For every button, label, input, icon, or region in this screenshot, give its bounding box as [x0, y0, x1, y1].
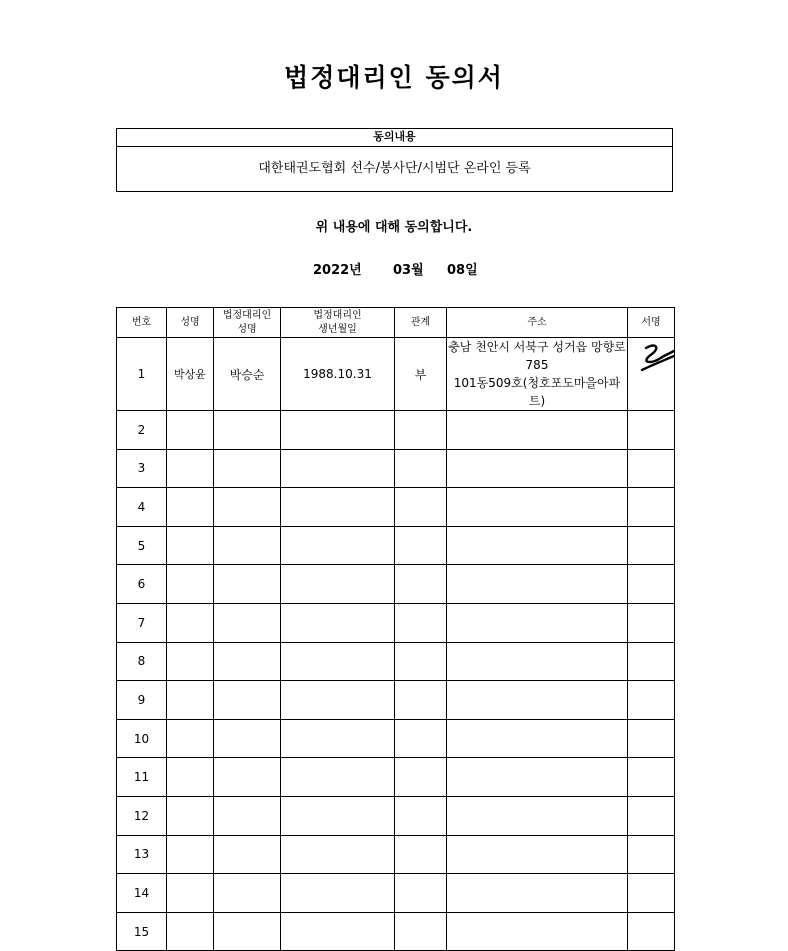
table-row — [117, 835, 675, 874]
row-address — [447, 338, 628, 411]
header-guardian-name-line2: 성명 — [237, 323, 257, 335]
row-number: 6 — [117, 565, 167, 604]
row-name: 박상윤 — [167, 338, 214, 411]
row-address-line2: 101동509호(청호포도마을아파트) — [453, 376, 621, 408]
row-number: 10 — [117, 719, 167, 758]
consent-box — [116, 128, 673, 192]
table-row — [117, 338, 675, 411]
header-address: 주소 — [447, 308, 628, 338]
consent-heading: 동의내용 — [117, 129, 672, 147]
row-address-line1: 충남 천안시 서북구 성거읍 망향로 785 — [448, 340, 626, 372]
header-guardian-birth-line1: 법정대리인 — [313, 309, 362, 321]
table-row — [117, 488, 675, 527]
consent-content: 대한태권도협회 선수/봉사단/시범단 온라인 등록 — [258, 161, 531, 176]
header-relation: 관계 — [395, 308, 447, 338]
row-number: 7 — [117, 603, 167, 642]
row-number: 13 — [117, 835, 167, 874]
header-guardian-birth — [281, 308, 395, 338]
table-row — [117, 642, 675, 681]
row-number: 1 — [117, 338, 167, 411]
row-number: 8 — [117, 642, 167, 681]
table-row — [117, 681, 675, 720]
row-number: 3 — [117, 449, 167, 488]
signature-icon — [634, 340, 675, 374]
table-row — [117, 411, 675, 450]
row-number: 11 — [117, 758, 167, 797]
table-row — [117, 449, 675, 488]
row-number: 4 — [117, 488, 167, 527]
header-guardian-name — [214, 308, 281, 338]
date-year: 2022년 — [313, 263, 362, 278]
table-row — [117, 719, 675, 758]
header-guardian-name-line1: 법정대리인 — [222, 309, 272, 321]
agree-statement: 위 내용에 대해 동의합니다. — [315, 220, 473, 235]
table-row — [117, 912, 675, 951]
row-number: 15 — [117, 912, 167, 951]
header-signature: 서명 — [628, 308, 675, 338]
row-relation: 부 — [395, 338, 447, 411]
header-number: 번호 — [117, 308, 167, 338]
table-row — [117, 796, 675, 835]
header-name: 성명 — [167, 308, 214, 338]
header-guardian-birth-line2: 생년월일 — [318, 323, 357, 335]
row-number: 12 — [117, 796, 167, 835]
row-number: 2 — [117, 411, 167, 450]
table-header-row — [117, 308, 675, 338]
row-number: 9 — [117, 681, 167, 720]
table-row — [117, 526, 675, 565]
row-number: 5 — [117, 526, 167, 565]
row-signature — [628, 338, 675, 411]
table-row — [117, 565, 675, 604]
row-number: 14 — [117, 874, 167, 913]
date-month: 03월 — [393, 263, 424, 278]
table-row — [117, 874, 675, 913]
date-day: 08일 — [447, 263, 478, 278]
table-row — [117, 758, 675, 797]
row-guardian-birth: 1988.10.31 — [281, 338, 395, 411]
document-title: 법정대리인 동의서 — [284, 63, 504, 92]
table-row — [117, 603, 675, 642]
row-guardian-name: 박승순 — [214, 338, 281, 411]
guardian-consent-table — [116, 307, 675, 951]
